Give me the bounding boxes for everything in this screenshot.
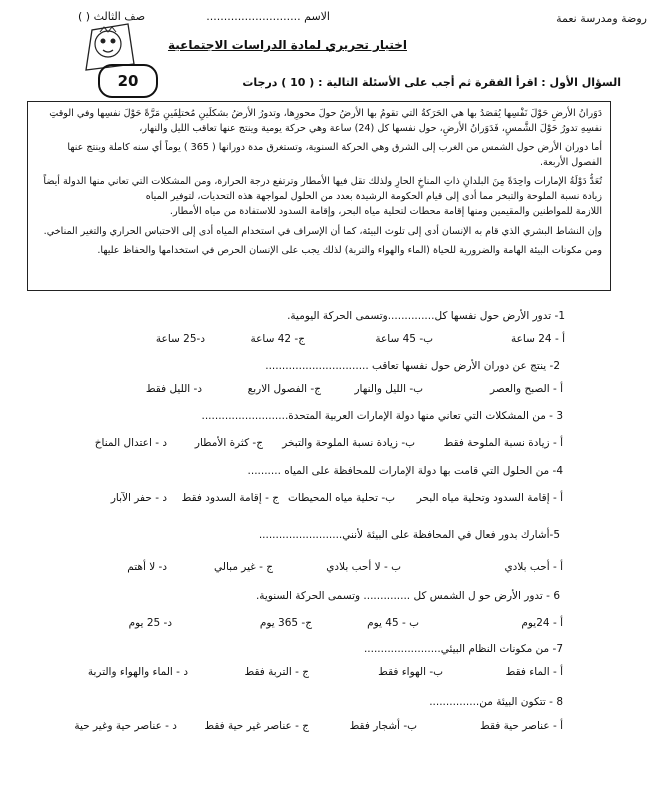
option-c[interactable]: ج - غير مبالي [214, 561, 273, 573]
question-5: 5-أشارك بدور فعال في المحافظة على البيئة لأنني......................... [258, 529, 560, 541]
option-a[interactable]: أ - زيادة نسبة الملوحة فقط [443, 437, 563, 449]
option-b[interactable]: ب- 45 ساعة [375, 333, 433, 345]
option-b[interactable]: ب- الليل والنهار [354, 383, 423, 395]
question-1: 1- تدور الأرض حول نفسها كل..............وتسمى الحركة اليومية. [287, 310, 565, 322]
name-field-label: الاسم ........................... [206, 10, 330, 23]
passage-paragraph: دَوَرانُ الأرضِ حَوْلَ نَفْسِها يُقصَدُ بها هي الحَرَكةُ التي تقومُ بها الأرضُ حولَ محورِها، وتدورُ الأرضُ بشكلَينِ مُختلِفَينِ مَرَّةً حَوْلَ نفسِها وفي الوقتِ نفسِهِ تدورُ حَوْلَ الشَّمسِ، فَدَوَرانُ الأرضِ، حول نفسها كل (24) ساعة وهي حركة يومية وينتج عنها تعاقب الليل والنهار، [49, 108, 602, 134]
passage-paragraph: اللازمة للمواطنين والمقيمين ومنها إقامة محطات لتحلية مياه البحر، وإقامة السدود للاستفادة من مياه الأمطار. [169, 206, 602, 217]
option-c[interactable]: ج - إقامة السدود فقط [181, 492, 279, 504]
grade-field-label: صف الثالث ( ) [78, 10, 146, 23]
option-c[interactable]: ج- الفصول الاربع [247, 383, 321, 395]
option-c[interactable]: ج - عناصر غير حية فقط [204, 720, 309, 732]
question-2: 2- ينتج عن دوران الأرض حول نفسها تعاقب ............................... [265, 360, 560, 372]
option-c[interactable]: ج- 365 يوم [259, 617, 312, 629]
passage-paragraph: ومن مكونات البيئة الهامة والضرورية للحياة (الماء والهواء والتربة) لذلك يجب على الإنسان الحرص في استخدامها والحفاظ عليها. [97, 245, 602, 256]
question-4: 4- من الحلول التي قامت بها دولة الإمارات للمحافظة على المياه .......... [247, 465, 563, 477]
question-7: 7- من مكونات النظام البيئي....................... [363, 643, 563, 655]
option-b[interactable]: ب - لا أحب بلادي [326, 561, 401, 573]
option-c[interactable]: ج - التربة فقط [244, 666, 309, 678]
option-c[interactable]: ج- كثرة الأمطار [194, 437, 263, 449]
option-d[interactable]: د- 25 يوم [128, 617, 172, 629]
option-b[interactable]: ب- زيادة نسبة الملوحة والتبخر [282, 437, 415, 449]
option-b[interactable]: ب- تحلية مياه المحيطات [288, 492, 395, 504]
passage-paragraph: وإن النشاط البشري الذي قام به الإنسان أدى إلى تلوث البيئة، كما أن الإسراف في استخدام المياه أدى إلى الاحتباس الحراري والتغير المناخي. [43, 225, 602, 237]
option-d[interactable]: د - عناصر حية وغير حية [74, 720, 177, 732]
option-a[interactable]: أ - الماء فقط [505, 666, 563, 678]
school-name: روضة ومدرسة نعمة [556, 12, 647, 25]
question-3: 3 - من المشكلات التي تعاني منها دولة الإمارات العربية المتحدة.......................... [201, 410, 563, 422]
option-a[interactable]: أ - 24 ساعة [511, 333, 565, 345]
option-d[interactable]: د - اعتدال المناخ [94, 437, 167, 449]
option-d[interactable]: د-25 ساعة [155, 333, 205, 345]
option-b[interactable]: ب - 45 يوم [367, 617, 419, 629]
option-a[interactable]: أ - أحب بلادي [504, 561, 563, 573]
score-box: 20 [98, 64, 158, 98]
option-d[interactable]: د- الليل فقط [145, 383, 202, 395]
reading-passage [27, 101, 611, 291]
passage-paragraph: أما دوران الأرض حول الشمس من الغرب إلى الشرق وهي الحركة السنوية، وتستغرق مدة دورانها ( 365 ) يوماً أي سنه كاملة وينتج عنها الفصول الأربعة. [67, 142, 602, 168]
question-8: 8 - تتكون البيئة من............... [429, 696, 563, 708]
option-a[interactable]: أ - عناصر حية فقط [480, 720, 563, 732]
option-d[interactable]: د - الماء والهواء والتربة [87, 666, 188, 678]
option-a[interactable]: أ - 24يوم [521, 617, 563, 629]
exam-title: اختبار تحريري لمادة الدراسات الاجتماعية [167, 38, 407, 52]
option-a[interactable]: أ - إقامة السدود وتحلية مياه البحر [416, 492, 563, 504]
option-a[interactable]: أ - الصبح والعصر [489, 383, 563, 395]
option-b[interactable]: ب- الهواء فقط [378, 666, 443, 678]
option-d[interactable]: د- لا أهتم [127, 561, 167, 573]
option-d[interactable]: د - حفر الآبار [110, 492, 167, 504]
option-b[interactable]: ب- أشجار فقط [349, 720, 417, 732]
section-heading: السؤال الأول : اقرأ الفقرة ثم أجب على الأسئلة التالية : ( 10 ) درجات [242, 76, 621, 89]
question-6: 6 - تدور الأرض حو ل الشمس كل .............. وتسمى الحركة السنوية. [255, 590, 560, 602]
option-c[interactable]: ج- 42 ساعة [250, 333, 305, 345]
passage-paragraph: تُعَدُّ دَوْلَةُ الإمارات واحِدَةً مِنَ البلدانِ ذاتِ المناخِ الحارِ ولذلك تقل فيها الأمطار وترتفع درجة الحرارة، ومن المشكلات التي تعاني منها الدولة أيضاً زيادة نسبة الملوحة والتبخر مما أدى إلى قيام الحكومة الرشيدة بعدد من الحلول لمواجهة هذه التحديات، لتوفير المياه [43, 176, 602, 202]
